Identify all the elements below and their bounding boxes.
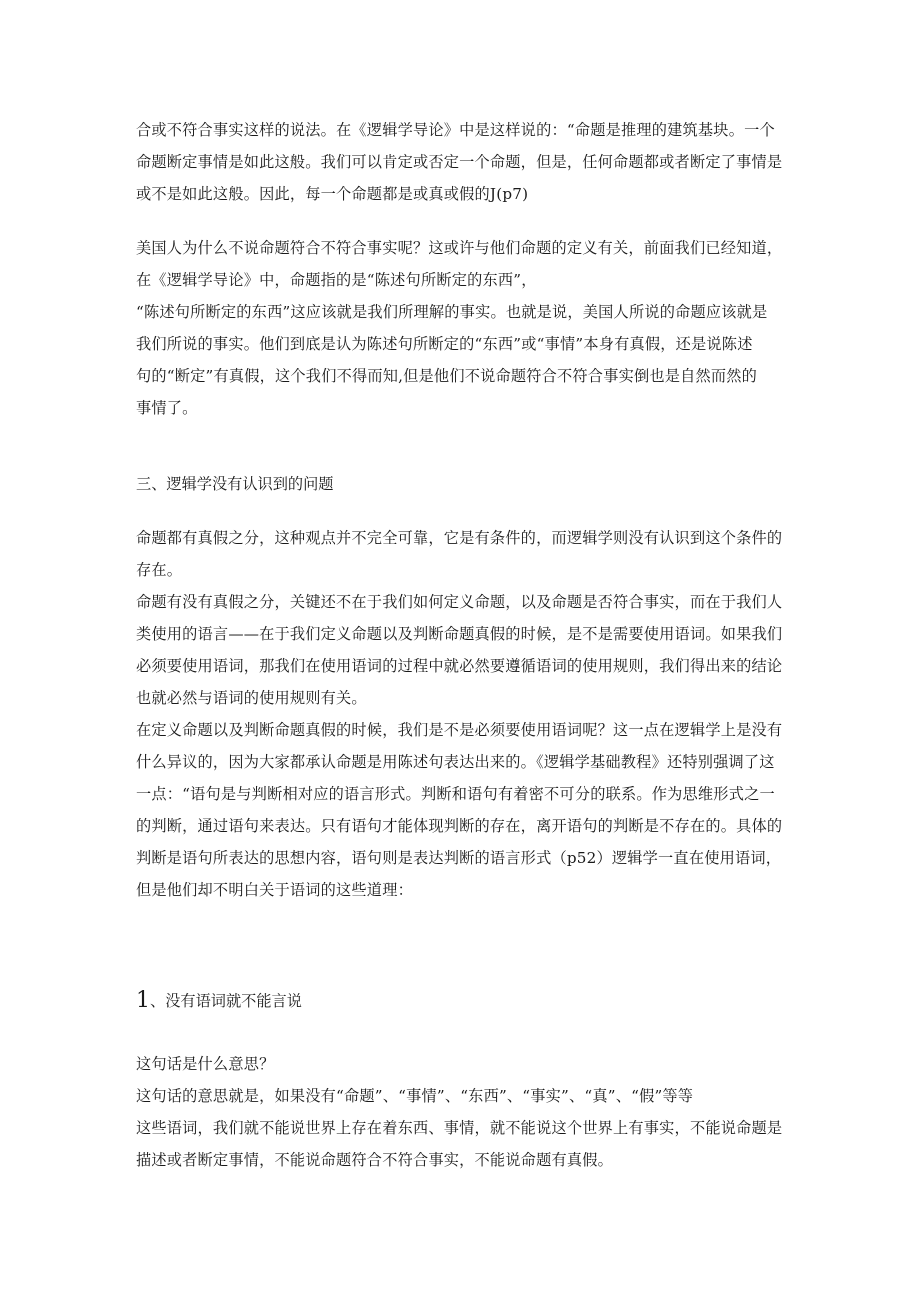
subheading-text: 、没有语词就不能言说 bbox=[150, 992, 302, 1010]
paragraph-proposition-definition bbox=[136, 114, 792, 210]
text-line: 合或不符合事实这样的说法。在《逻辑学导论》中是这样说的：“命题是推理的建筑基块。一个 bbox=[136, 121, 775, 139]
paragraph-american-view bbox=[136, 232, 792, 424]
text-line: 类使用的语言——在于我们定义命题以及判断命题真假的时候，是不是需要使用语词。如果我们 bbox=[136, 625, 783, 643]
text-line: “陈述句所断定的东西”这应该就是我们所理解的事实。也就是说，美国人所说的命题应该就是 bbox=[136, 303, 768, 321]
text-line: 但是他们却不明白关于语词的这些道理： bbox=[136, 881, 413, 899]
text-line: 或不是如此这般。因此，每一个命题都是或真或假的J(p7) bbox=[136, 185, 529, 203]
text-line: 这句话的意思就是，如果没有“命题”、“事情”、“东西”、“事实”、“真”、“假”等等 bbox=[136, 1087, 694, 1105]
text-line: 判断是语句所表达的思想内容，语句则是表达判断的语言形式（p52）逻辑学一直在使用语词， bbox=[136, 849, 782, 867]
text-line: 这句话是什么意思？ bbox=[136, 1055, 275, 1073]
text-line: 事情了。 bbox=[136, 399, 198, 417]
text-line: 必须要使用语词，那我们在使用语词的过程中就必然要遵循语词的使用规则，我们得出来的结论 bbox=[136, 657, 783, 675]
text-line: 我们所说的事实。他们到底是认为陈述句所断定的“东西”或“事情”本身有真假，还是说陈述 bbox=[136, 335, 753, 353]
paragraph-no-words-no-speech bbox=[136, 1048, 792, 1176]
text-line: 在《逻辑学导论》中，命题指的是“陈述句所断定的东西”， bbox=[136, 271, 537, 289]
text-line: 也就必然与语词的使用规则有关。 bbox=[136, 689, 367, 707]
text-line: 在定义命题以及判断命题真假的时候，我们是不是必须要使用语词呢？这一点在逻辑学上是没有 bbox=[136, 721, 783, 739]
text-line: 存在。 bbox=[136, 561, 183, 579]
text-line: 什么异议的，因为大家都承认命题是用陈述句表达出来的。《逻辑学基础教程》还特别强调了这 bbox=[136, 753, 775, 771]
text-line: 句的“断定”有真假，这个我们不得而知,但是他们不说命题符合不符合事实倒也是自然而然的 bbox=[136, 367, 758, 385]
text-line: 命题有没有真假之分，关键还不在于我们如何定义命题，以及命题是否符合事实，而在于我们人 bbox=[136, 593, 783, 611]
text-line: 命题都有真假之分，这种观点并不完全可靠，它是有条件的，而逻辑学则没有认识到这个条件的 bbox=[136, 529, 783, 547]
subheading bbox=[136, 985, 302, 1017]
text-line: 一点：“语句是与判断相对应的语言形式。判断和语句有着密不可分的联系。作为思维形式之一 bbox=[136, 785, 775, 803]
text-line: 这些语词，我们就不能说世界上存在着东西、事情，就不能说这个世界上有事实，不能说命题是 bbox=[136, 1119, 783, 1137]
text-line: 美国人为什么不说命题符合不符合事实呢？这或许与他们命题的定义有关，前面我们已经知道， bbox=[136, 239, 783, 257]
text-line: 的判断，通过语句来表达。只有语句才能体现判断的存在，离开语句的判断是不存在的。具体的 bbox=[136, 817, 783, 835]
text-line: 描述或者断定事情，不能说命题符合不符合事实，不能说命题有真假。 bbox=[136, 1151, 614, 1169]
subheading-number: 1 bbox=[136, 988, 150, 1013]
section-heading: 三、逻辑学没有认识到的问题 bbox=[136, 475, 334, 493]
text-line: 命题断定事情是如此这般。我们可以肯定或否定一个命题，但是，任何命题都或者断定了事情是 bbox=[136, 153, 783, 171]
paragraph-unrecognized-problem bbox=[136, 522, 792, 906]
